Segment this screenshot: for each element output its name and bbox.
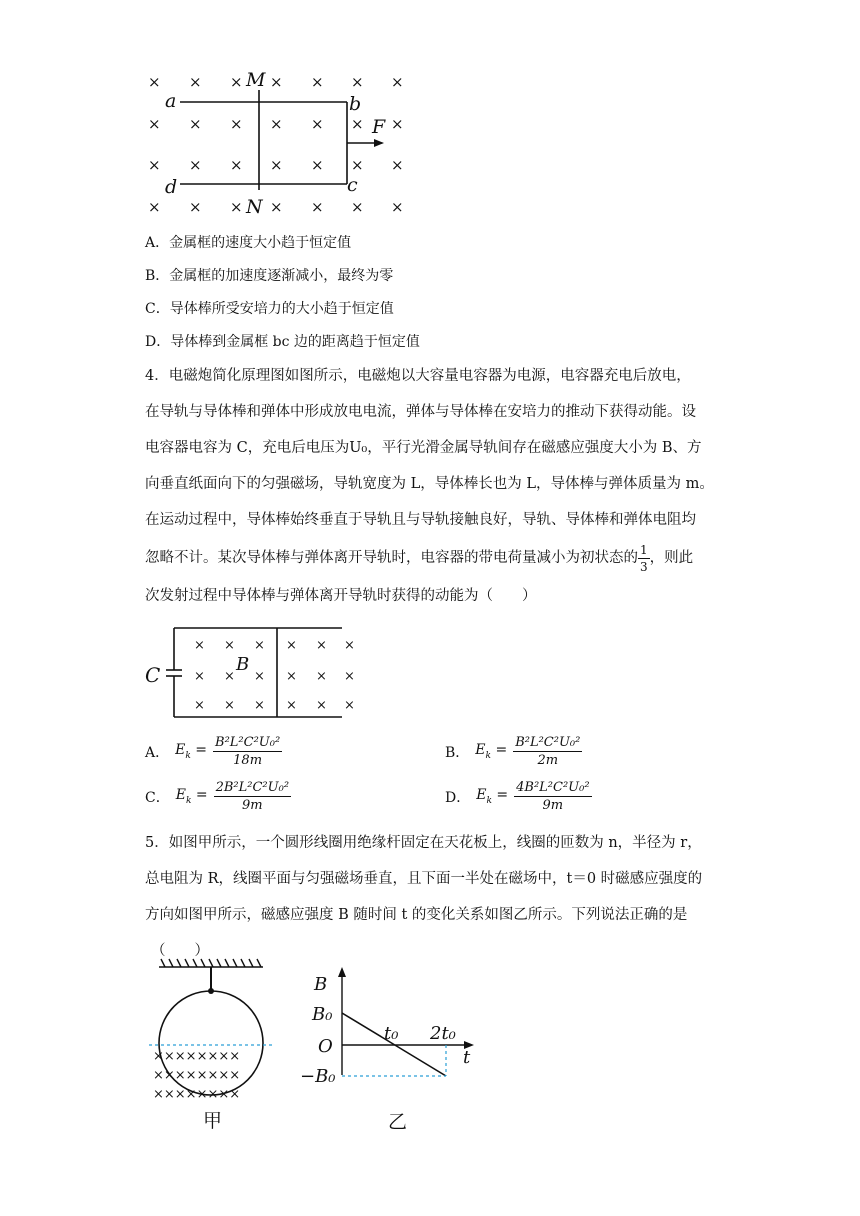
label-origin: O [318, 1036, 333, 1057]
svg-text:×: × [344, 638, 355, 653]
figure-label-jia: 甲 [203, 1110, 223, 1132]
ceiling [159, 959, 263, 967]
cross-mark: × [311, 115, 324, 133]
label-f: F [372, 116, 386, 138]
svg-text:××××××××: ×××××××× [153, 1087, 241, 1102]
capacitor [166, 670, 182, 676]
cross-mark: × [311, 198, 324, 216]
q4-option-a: A． $E_k$ = $\frac{\text{B²L²C²U₀²}}{18m}$ [145, 735, 281, 768]
dashed-guides [342, 1045, 446, 1076]
label-t0: t₀ [384, 1023, 399, 1044]
q4-option-c: C． $E_k$ = $\frac{\text{2B²L²C²U₀²}}{9m}$ [145, 780, 290, 813]
svg-text:×: × [316, 669, 327, 684]
cross-mark: × [351, 198, 364, 216]
field-crosses [148, 73, 404, 216]
ek-symbol: E [475, 742, 486, 759]
q4-option-d: D． $E_k$ = $\frac{\text{4B²L²C²U₀²}}{9m}$ [445, 780, 590, 813]
label-b0: B₀ [312, 1004, 333, 1025]
option-letter: A． [145, 744, 170, 761]
svg-text:×: × [286, 669, 297, 684]
cross-mark: × [148, 198, 161, 216]
option-fraction [513, 735, 582, 768]
label-a: a [165, 90, 177, 112]
label-c-capacitor: C [145, 663, 161, 687]
svg-text:×: × [344, 669, 355, 684]
svg-text:×: × [224, 638, 235, 653]
option-text: 导体棒到金属框 bc 边的距离趋于恒定值 [170, 334, 420, 350]
figure-railgun [140, 620, 370, 725]
label-b-field: B [236, 654, 250, 675]
cross-mark: × [391, 156, 404, 174]
label-t-axis: t [463, 1047, 471, 1068]
label-b-axis: B [314, 974, 328, 995]
figure-label-yi: 乙 [388, 1111, 408, 1133]
svg-text:×: × [194, 669, 205, 684]
option-text: 金属框的速度大小趋于恒定值 [169, 235, 352, 251]
cross-mark: × [391, 73, 404, 91]
ek-subscript: k [185, 795, 192, 806]
option-letter: D． [445, 789, 471, 806]
cross-mark: × [148, 115, 161, 133]
option-letter: D． [145, 334, 171, 350]
ek-subscript: k [485, 750, 491, 761]
svg-text:×: × [316, 638, 327, 653]
cross-mark: × [270, 73, 283, 91]
option-letter: C． [145, 301, 170, 317]
cross-mark: × [270, 198, 283, 216]
svg-text:×: × [286, 638, 297, 653]
q3-option-d [145, 331, 420, 351]
svg-text:××××××××: ×××××××× [153, 1068, 241, 1083]
q4-line: 4．电磁炮简化原理图如图所示，电磁炮以大容量电容器为电源，电容器充电后放电， [145, 368, 691, 384]
label-n: N [246, 196, 263, 218]
field-crosses [194, 638, 355, 713]
cross-mark: × [270, 115, 283, 133]
q3-option-c [145, 298, 394, 318]
q4-line: 在导轨与导体棒和弹体中形成放电电流，弹体与导体棒在安培力的推动下获得动能。设 [145, 404, 696, 420]
q3-option-a [145, 232, 351, 252]
ek-symbol: E [476, 787, 487, 804]
cross-mark: × [351, 73, 364, 91]
fraction-denominator: 3 [640, 559, 648, 574]
ek-subscript: k [185, 750, 191, 761]
label-b: b [349, 93, 362, 115]
cross-mark: × [230, 198, 243, 216]
ek-symbol: E [175, 742, 186, 759]
figure-coil-jia [145, 955, 280, 1135]
svg-text:××××××××: ×××××××× [153, 1049, 241, 1064]
cross-mark: × [391, 115, 404, 133]
q4-option-b: B． $E_k$ = $\frac{\text{B²L²C²U₀²}}{2m}$ [445, 735, 581, 768]
option-text: 导体棒所受安培力的大小趋于恒定值 [169, 301, 394, 317]
q4-stem [145, 358, 725, 614]
cross-mark: × [311, 73, 324, 91]
figure-graph-yi [290, 965, 490, 1140]
q4-line: 电容器电容为 C，充电后电压为U₀，平行光滑金属导轨间存在磁感应强度大小为 B、方 [145, 440, 702, 456]
cross-mark: × [189, 73, 202, 91]
svg-text:×: × [286, 698, 297, 713]
y-axis-arrow [338, 967, 346, 977]
cross-mark: × [148, 156, 161, 174]
figure-frame-in-field [140, 62, 420, 222]
option-letter: A． [145, 235, 170, 251]
svg-text:×: × [194, 698, 205, 713]
field-crosses [153, 1049, 240, 1102]
fraction-denominator: 9m [542, 798, 564, 813]
label-c: c [347, 174, 358, 196]
svg-text:×: × [224, 698, 235, 713]
cross-mark: × [351, 115, 364, 133]
svg-text:×: × [316, 698, 327, 713]
option-letter: B． [145, 268, 170, 284]
label-2t0: 2t₀ [430, 1023, 456, 1044]
q5-line: （ ） [151, 943, 209, 959]
cross-mark: × [391, 198, 404, 216]
svg-text:×: × [344, 698, 355, 713]
cross-mark: × [230, 115, 243, 133]
fraction-numerator: B²L²C²U₀² [515, 735, 581, 750]
label-d: d [165, 176, 178, 198]
cross-mark: × [311, 156, 324, 174]
svg-text:×: × [224, 669, 235, 684]
force-arrow [347, 139, 384, 147]
cross-mark: × [230, 73, 243, 91]
svg-text:×: × [194, 638, 205, 653]
label-m: M [246, 69, 266, 91]
option-fraction [514, 780, 591, 813]
ek-subscript: k [486, 795, 492, 806]
fraction-denominator: 9m [242, 798, 263, 813]
q4-line-tail: ，则此 [649, 550, 694, 566]
fraction-numerator: B²L²C²U₀² [215, 735, 281, 750]
svg-text:×: × [254, 638, 265, 653]
cross-mark: × [351, 156, 364, 174]
option-text: 金属框的加速度逐渐减小，最终为零 [169, 268, 394, 284]
label-neg-b0: −B₀ [300, 1066, 336, 1087]
q3-option-b [145, 265, 393, 285]
option-letter: C． [145, 789, 170, 806]
q4-line [145, 538, 725, 578]
option-fraction [213, 735, 282, 768]
q5-stem [145, 825, 725, 969]
cross-mark: × [270, 156, 283, 174]
fraction-denominator: 18m [233, 753, 263, 768]
q4-line: 在运动过程中，导体棒始终垂直于导轨且与导轨接触良好，导轨、导体棒和弹体电阻均 [145, 512, 696, 528]
q4-fraction [638, 543, 650, 574]
fraction-numerator: 1 [640, 542, 648, 557]
cross-mark: × [189, 115, 202, 133]
fraction-numerator: 2B²L²C²U₀² [215, 780, 290, 795]
q5-line: 方向如图甲所示，磁感应强度 B 随时间 t 的变化关系如图乙所示。下列说法正确的是 [145, 907, 688, 923]
svg-text:×: × [254, 669, 265, 684]
q4-line: 次发射过程中导体棒与弹体离开导轨时获得的动能为（ ） [145, 588, 537, 604]
fraction-denominator: 2m [537, 753, 559, 768]
svg-text:×: × [254, 698, 265, 713]
q4-line-text: 忽略不计。某次导体棒与弹体离开导轨时，电容器的带电荷量减小为初状态的 [145, 550, 638, 566]
q4-line: 向垂直纸面向下的匀强磁场，导轨宽度为 L，导体棒长也为 L，导体棒与弹体质量为 m。 [145, 476, 714, 492]
option-letter: B． [445, 744, 470, 761]
option-fraction [214, 780, 291, 813]
cross-mark: × [230, 156, 243, 174]
q5-line: 5．如图甲所示，一个圆形线圈用绝缘杆固定在天花板上，线圈的匝数为 n，半径为 r， [145, 835, 702, 851]
fraction-numerator: 4B²L²C²U₀² [516, 780, 590, 795]
q5-line: 总电阻为 R，线圈平面与匀强磁场垂直，且下面一半处在磁场中，t＝0 时磁感应强度的 [145, 871, 703, 887]
cross-mark: × [148, 73, 161, 91]
ek-symbol: E [175, 787, 186, 804]
cross-mark: × [189, 198, 202, 216]
cross-mark: × [189, 156, 202, 174]
